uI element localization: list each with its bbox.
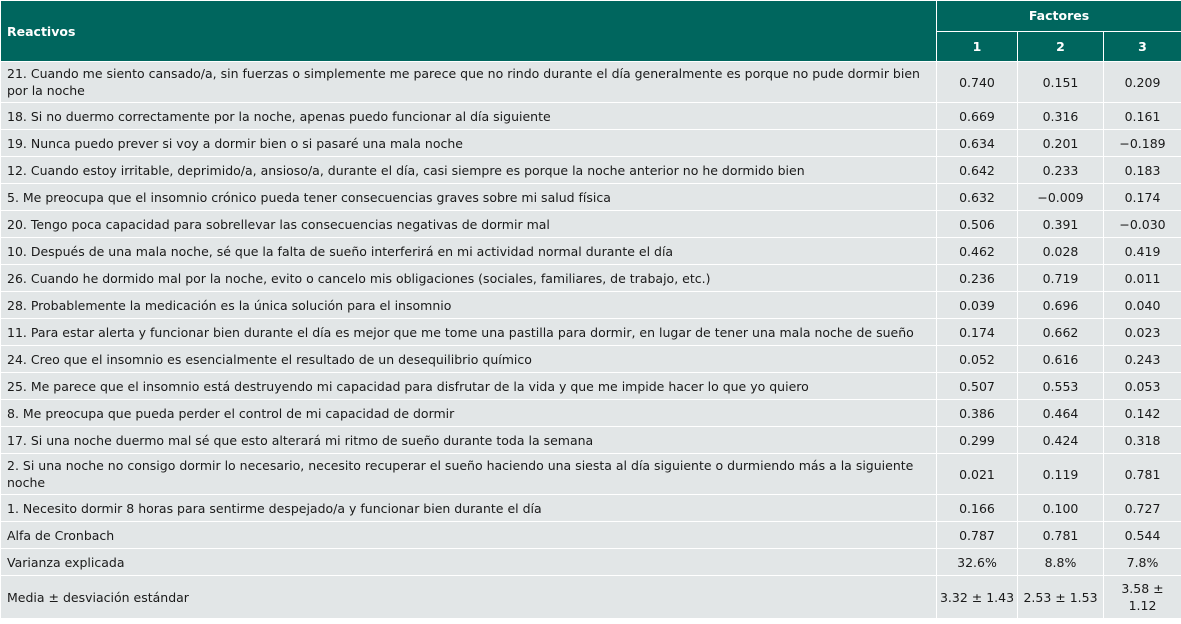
table-row [1, 103, 1181, 130]
item-cell: 8. Me preocupa que pueda perder el control de mi capacidad de dormir [1, 400, 937, 427]
factor-3-cell: 0.183 [1104, 157, 1181, 184]
table-row [1, 495, 1181, 522]
factor-2-cell: 0.616 [1018, 346, 1104, 373]
factor-2-cell: 0.028 [1018, 238, 1104, 265]
table-row [1, 454, 1181, 495]
table-row [1, 292, 1181, 319]
factor-1-cell: 0.632 [937, 184, 1018, 211]
header-factor-1: 1 [937, 31, 1018, 62]
item-cell: 21. Cuando me siento cansado/a, sin fuerzas o simplemente me parece que no rindo durante el día generalmente es porque no pude dormir bien por la noche [1, 62, 937, 103]
factor-1-cell: 0.507 [937, 373, 1018, 400]
item-cell: Alfa de Cronbach [1, 522, 937, 549]
factor-2-cell: 0.233 [1018, 157, 1104, 184]
factor-1-cell: 32.6% [937, 549, 1018, 576]
item-cell: 18. Si no duermo correctamente por la noche, apenas puedo funcionar al día siguiente [1, 103, 937, 130]
table-row [1, 346, 1181, 373]
factor-2-cell: 0.201 [1018, 130, 1104, 157]
factor-2-cell: 0.391 [1018, 211, 1104, 238]
item-cell: 28. Probablemente la medicación es la única solución para el insomnio [1, 292, 937, 319]
item-cell: 20. Tengo poca capacidad para sobrellevar las consecuencias negativas de dormir mal [1, 211, 937, 238]
factor-3-cell: 0.318 [1104, 427, 1181, 454]
factor-2-cell: 0.151 [1018, 62, 1104, 103]
factor-1-cell: 0.787 [937, 522, 1018, 549]
table-row [1, 400, 1181, 427]
table-row [1, 62, 1181, 103]
factor-3-cell: 3.58 ± 1.12 [1104, 576, 1181, 619]
factor-1-cell: 0.506 [937, 211, 1018, 238]
table-row [1, 211, 1181, 238]
factor-1-cell: 0.174 [937, 319, 1018, 346]
header-factores: Factores [937, 1, 1181, 32]
factor-3-cell: 0.040 [1104, 292, 1181, 319]
factor-2-cell: 0.119 [1018, 454, 1104, 495]
header-factor-3: 3 [1104, 31, 1181, 62]
table-row [1, 130, 1181, 157]
table-body [1, 62, 1181, 619]
item-cell: 24. Creo que el insomnio es esencialmente el resultado de un desequilibrio químico [1, 346, 937, 373]
factor-3-cell: 0.727 [1104, 495, 1181, 522]
factor-2-cell: −0.009 [1018, 184, 1104, 211]
table-row [1, 522, 1181, 549]
factor-1-cell: 0.021 [937, 454, 1018, 495]
factor-1-cell: 0.740 [937, 62, 1018, 103]
factor-2-cell: 0.464 [1018, 400, 1104, 427]
factor-2-cell: 0.719 [1018, 265, 1104, 292]
table-row [1, 157, 1181, 184]
item-cell: 11. Para estar alerta y funcionar bien durante el día es mejor que me tome una pastilla para dormir, en lugar de tener una mala noche de sueño [1, 319, 937, 346]
item-cell: 12. Cuando estoy irritable, deprimido/a, ansioso/a, durante el día, casi siempre es porque la noche anterior no he dormido bien [1, 157, 937, 184]
table-row [1, 427, 1181, 454]
table-row [1, 238, 1181, 265]
factor-3-cell: 0.011 [1104, 265, 1181, 292]
factor-2-cell: 0.316 [1018, 103, 1104, 130]
factor-1-cell: 0.039 [937, 292, 1018, 319]
factor-3-cell: 0.544 [1104, 522, 1181, 549]
item-cell: 2. Si una noche no consigo dormir lo necesario, necesito recuperar el sueño haciendo una siesta al día siguiente o durmiendo más a la siguiente noche [1, 454, 937, 495]
factor-3-cell: 0.023 [1104, 319, 1181, 346]
factor-2-cell: 2.53 ± 1.53 [1018, 576, 1104, 619]
factor-2-cell: 8.8% [1018, 549, 1104, 576]
factor-3-cell: 0.142 [1104, 400, 1181, 427]
factor-1-cell: 0.386 [937, 400, 1018, 427]
item-cell: 5. Me preocupa que el insomnio crónico pueda tener consecuencias graves sobre mi salud física [1, 184, 937, 211]
factor-3-cell: 0.174 [1104, 184, 1181, 211]
item-cell: 10. Después de una mala noche, sé que la falta de sueño interferirá en mi actividad normal durante el día [1, 238, 937, 265]
table-row [1, 319, 1181, 346]
factor-2-cell: 0.424 [1018, 427, 1104, 454]
item-cell: 25. Me parece que el insomnio está destruyendo mi capacidad para disfrutar de la vida y que me impide hacer lo que yo quiero [1, 373, 937, 400]
factor-3-cell: −0.189 [1104, 130, 1181, 157]
factor-3-cell: 0.209 [1104, 62, 1181, 103]
factor-1-cell: 0.462 [937, 238, 1018, 265]
factor-2-cell: 0.781 [1018, 522, 1104, 549]
factor-2-cell: 0.696 [1018, 292, 1104, 319]
factor-1-cell: 0.052 [937, 346, 1018, 373]
table-row [1, 184, 1181, 211]
table-row [1, 265, 1181, 292]
header-factor-2: 2 [1018, 31, 1104, 62]
factor-3-cell: 0.053 [1104, 373, 1181, 400]
table-row [1, 373, 1181, 400]
table-row [1, 549, 1181, 576]
factor-3-cell: 0.243 [1104, 346, 1181, 373]
item-cell: 26. Cuando he dormido mal por la noche, evito o cancelo mis obligaciones (sociales, familiares, de trabajo, etc.) [1, 265, 937, 292]
header-reactivos: Reactivos [1, 1, 937, 62]
table-row [1, 576, 1181, 619]
item-cell: Media ± desviación estándar [1, 576, 937, 619]
factor-1-cell: 0.669 [937, 103, 1018, 130]
factor-3-cell: 0.781 [1104, 454, 1181, 495]
factor-3-cell: −0.030 [1104, 211, 1181, 238]
table-header [1, 1, 1181, 62]
factor-1-cell: 3.32 ± 1.43 [937, 576, 1018, 619]
item-cell: 1. Necesito dormir 8 horas para sentirme despejado/a y funcionar bien durante el día [1, 495, 937, 522]
item-cell: Varianza explicada [1, 549, 937, 576]
factor-1-cell: 0.299 [937, 427, 1018, 454]
factor-3-cell: 7.8% [1104, 549, 1181, 576]
factor-1-cell: 0.166 [937, 495, 1018, 522]
item-cell: 19. Nunca puedo prever si voy a dormir bien o si pasaré una mala noche [1, 130, 937, 157]
factor-1-cell: 0.634 [937, 130, 1018, 157]
factor-2-cell: 0.100 [1018, 495, 1104, 522]
item-cell: 17. Si una noche duermo mal sé que esto alterará mi ritmo de sueño durante toda la semana [1, 427, 937, 454]
factor-2-cell: 0.662 [1018, 319, 1104, 346]
factor-3-cell: 0.419 [1104, 238, 1181, 265]
factor-2-cell: 0.553 [1018, 373, 1104, 400]
factor-1-cell: 0.236 [937, 265, 1018, 292]
factor-1-cell: 0.642 [937, 157, 1018, 184]
factor-3-cell: 0.161 [1104, 103, 1181, 130]
